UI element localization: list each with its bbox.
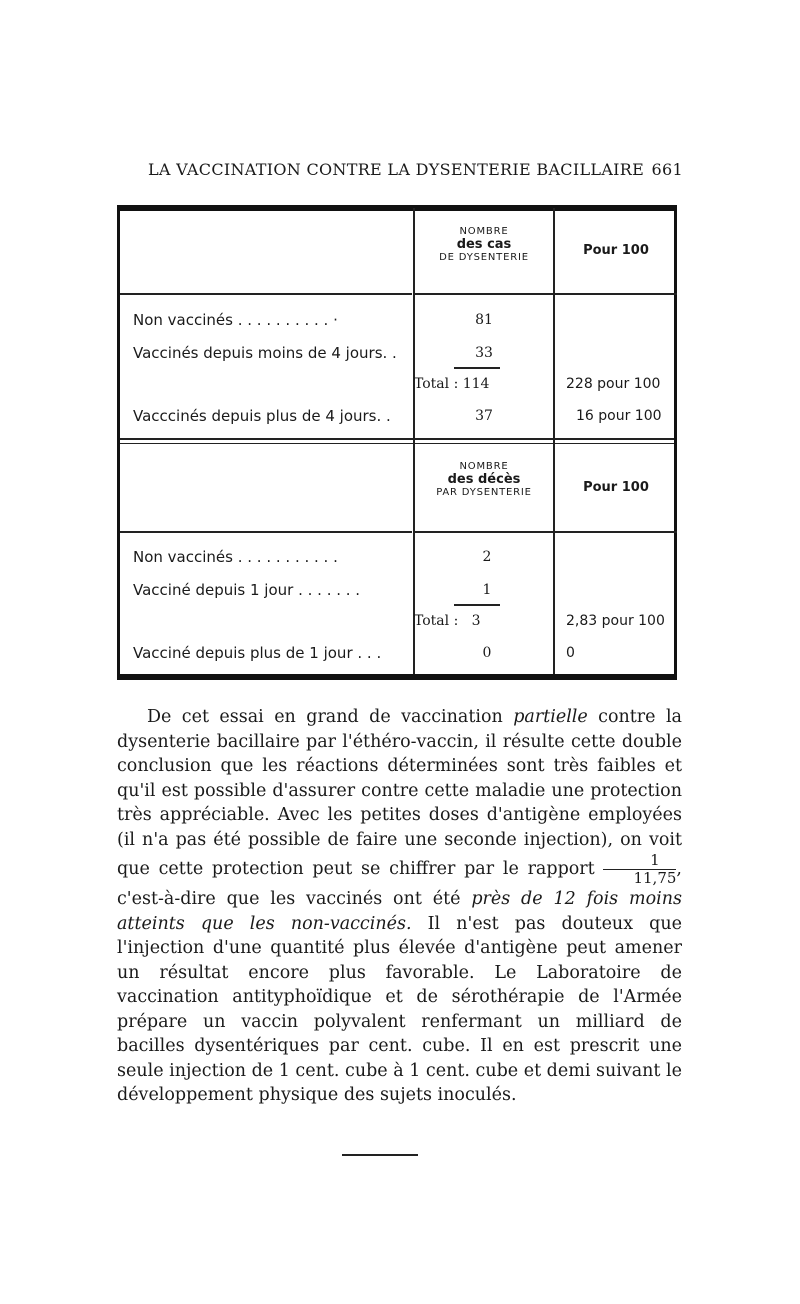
header-rule [120, 531, 412, 533]
ratio-fraction: $\frac{1}{11,75}$ [603, 852, 676, 887]
table2-row-value: 0 [482, 645, 492, 661]
header-rule [120, 293, 412, 295]
column-divider [413, 208, 415, 674]
page-number: 661 [651, 160, 683, 179]
body-paragraph: De cet essai en grand de vaccination partielle contre la dysenterie bacillaire par l'éthéro-vaccin, il résulte cette double conclusion que les réactions déterminées sont très faibles et qu'il est possible d'assurer contre cette maladie une protection très appréciable. Avec les petites doses d'antigène employées (il n'a pas été possible de faire une seconde injection), on voit que cette protection peut se chiffrer par le rapport $\frac{1}{11,75}$ , c'est-à-dire que les vaccinés ont été près de 12 fois moins atteints que les non-vaccinés. Il n'est pas douteux que l'injection d'une quantité plus élevée d'antigène peut amener un résultat encore plus favorable. Le Laboratoire de vaccination antityphoïdique et de sérothérapie de l'Armée prépare un vaccin polyvalent renfermant un milliard de bacilles dysentériques par cent. cube. Il en est prescrit une seule injection de 1 cent. cube à 1 cent. cube et demi suivant le développement physique des sujets inoculés. [117, 707, 682, 1105]
table1-row-label: Non vaccinés . . . . . . . . . . · [133, 311, 338, 329]
table1-row-percent: 16 pour 100 [576, 408, 662, 424]
table1-percent-header: Pour 100 [583, 243, 649, 258]
table2-row-percent: 0 [566, 645, 575, 661]
running-header [148, 160, 683, 179]
table2-total-percent: 2,83 pour 100 [566, 613, 665, 629]
section-separator [120, 443, 674, 444]
statistics-table [117, 205, 677, 677]
table1-row-value: 81 [475, 312, 493, 328]
header-rule [555, 531, 677, 533]
emphasis-result: près de 12 fois moins atteints que les non-vaccinés. [117, 889, 682, 934]
table2-percent-header: Pour 100 [583, 480, 649, 495]
table2-row-label: Vacciné depuis plus de 1 jour . . . [133, 644, 382, 662]
emphasis-partielle: partielle [513, 707, 588, 727]
end-rule [342, 1154, 418, 1156]
table1-row-label: Vacccinés depuis plus de 4 jours. . [133, 407, 391, 425]
table1-row-value: 37 [475, 408, 493, 424]
table1-row-value: 33 [475, 345, 493, 361]
table2-row-label: Vacciné depuis 1 jour . . . . . . . [133, 581, 361, 599]
table1-total-percent: 228 pour 100 [566, 376, 661, 392]
header-rule [415, 531, 553, 533]
table2-count-header: NOMBRE des décès PAR DYSENTERIE [436, 461, 532, 498]
table2-total: Total : 3 [414, 613, 481, 629]
table1-row-label: Vaccinés depuis moins de 4 jours. . [133, 344, 397, 362]
table2-row-value: 2 [482, 549, 492, 565]
column-divider [553, 208, 555, 674]
section-separator [120, 438, 674, 440]
running-title: LA VACCINATION CONTRE LA DYSENTERIE BACILLAIRE [148, 160, 645, 179]
sum-rule [454, 367, 500, 369]
table1-count-header: NOMBRE des cas DE DYSENTERIE [439, 226, 529, 263]
header-rule [415, 293, 553, 295]
table2-row-label: Non vaccinés . . . . . . . . . . . [133, 548, 338, 566]
table2-row-value: 1 [482, 582, 492, 598]
table1-total: Total : 114 [414, 376, 490, 392]
sum-rule [454, 604, 500, 606]
header-rule [555, 293, 677, 295]
